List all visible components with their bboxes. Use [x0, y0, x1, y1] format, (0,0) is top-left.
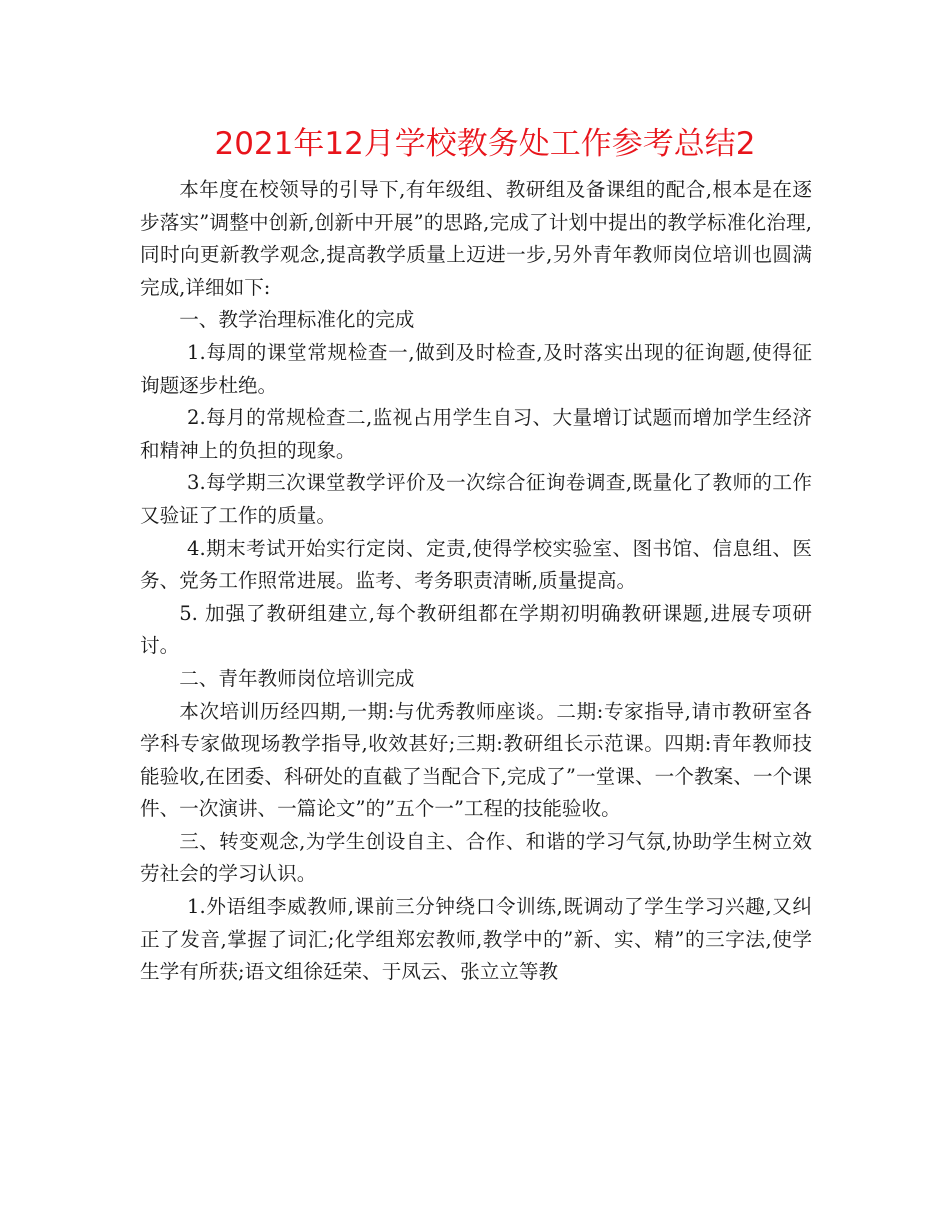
paragraph-item-6: 1.外语组李威教师,课前三分钟绕口令训练,既调动了学生学习兴趣,又纠正了发音,掌握了词汇;化学组郑宏教师,教学中的”新、实、精”的三字法,使学生学有所获;语文组徐廷荣、于凤云、张立立等教	[140, 895, 812, 984]
document-page	[140, 118, 812, 989]
paragraph-item-2: 2.每月的常规检查二,监视占用学生自习、大量增订试题而增加学生经济和精神上的负担的现象。	[140, 406, 812, 462]
document-title: 2021年12月学校教务处工作参考总结2	[214, 126, 756, 162]
paragraph-item-4: 4.期末考试开始实行定岗、定责,使得学校实验室、图书馆、信息组、医务、党务工作照常进展。监考、考务职责清晰,质量提高。	[140, 536, 812, 593]
paragraph-item-1: 1.每周的课堂常规检查一,做到及时检查,及时落实出现的征询题,使得征询题逐步杜绝。	[140, 340, 812, 397]
section-heading-2: 二、青年教师岗位培训完成	[179, 666, 415, 690]
paragraph-item-5: 5. 加强了教研组建立,每个教研组都在学期初明确教研课题,进展专项研讨。	[140, 601, 812, 658]
section-heading-3: 三、转变观念,为学生创设自主、合作、和谐的学习气氛,协助学生树立效劳社会的学习认识。	[140, 829, 812, 886]
paragraph-intro: 本年度在校领导的引导下,有年级组、教研组及备课组的配合,根本是在逐步落实”调整中创新,创新中开展”的思路,完成了计划中提出的教学标准化治理,同时向更新教学观念,提高教学质量上迈进一步,另外青年教师岗位培训也圆满完成,详细如下:	[140, 178, 812, 299]
paragraph-training: 本次培训历经四期,一期:与优秀教师座谈。二期:专家指导,请市教研室各学科专家做现场教学指导,收效甚好;三期:教研组长示范课。四期:青年教师技能验收,在团委、科研处的直截了当配合下,完成了”一堂课、一个教案、一个课件、一次演讲、一篇论文”的”五个一”工程的技能验收。	[140, 699, 812, 821]
section-heading-1: 一、教学治理标准化的完成	[179, 308, 415, 332]
paragraph-item-3: 3.每学期三次课堂教学评价及一次综合征询卷调查,既量化了教师的工作又验证了工作的质量。	[140, 471, 812, 527]
